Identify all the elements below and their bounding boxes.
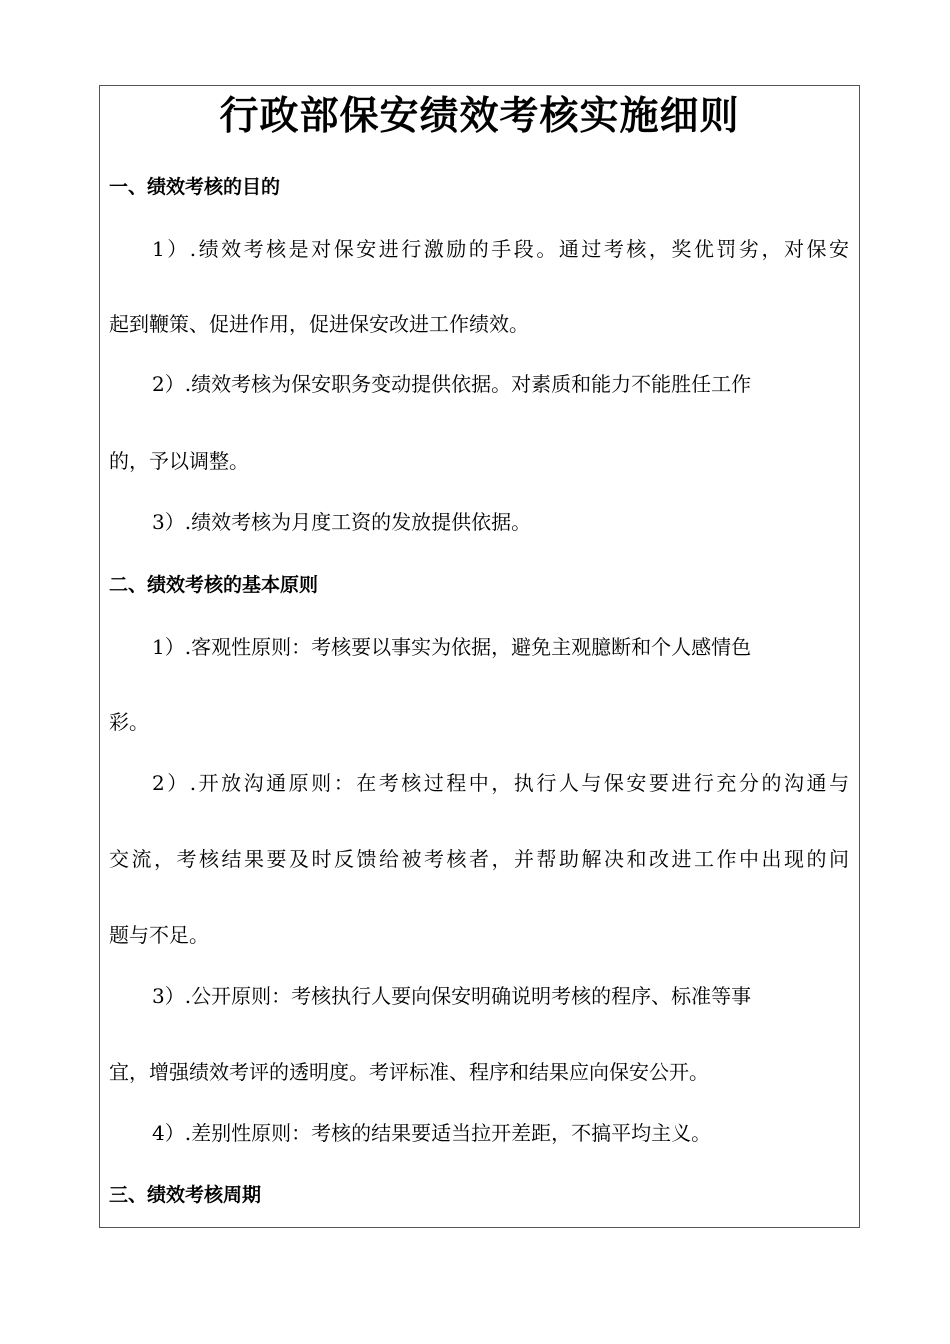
paragraph-line: 题与不足。 bbox=[109, 923, 209, 947]
paragraph-line: 3）.公开原则：考核执行人要向保安明确说明考核的程序、标准等事 bbox=[152, 984, 752, 1008]
paragraph-line: 的，予以调整。 bbox=[109, 449, 249, 473]
section-heading-principles: 二、绩效考核的基本原则 bbox=[109, 574, 319, 596]
paragraph-line: 彩。 bbox=[109, 710, 149, 734]
paragraph-line: 3）.绩效考核为月度工资的发放提供依据。 bbox=[152, 510, 532, 534]
paragraph-line: 1）.客观性原则：考核要以事实为依据，避免主观臆断和个人感情色 bbox=[152, 635, 752, 659]
paragraph-line: 2）.开放沟通原则：在考核过程中，执行人与保安要进行充分的沟通与 bbox=[152, 771, 849, 795]
document-title: 行政部保安绩效考核实施细则 bbox=[219, 94, 740, 139]
paragraph-line: 起到鞭策、促进作用，促进保安改进工作绩效。 bbox=[109, 312, 529, 336]
section-heading-cycle: 三、绩效考核周期 bbox=[109, 1184, 262, 1206]
paragraph-line: 1）.绩效考核是对保安进行激励的手段。通过考核，奖优罚劣，对保安 bbox=[152, 237, 849, 261]
paragraph-line: 4）.差别性原则：考核的结果要适当拉开差距，不搞平均主义。 bbox=[152, 1121, 712, 1145]
paragraph-line: 宜，增强绩效考评的透明度。考评标准、程序和结果应向保安公开。 bbox=[109, 1060, 709, 1084]
paragraph-line: 2）.绩效考核为保安职务变动提供依据。对素质和能力不能胜任工作 bbox=[152, 372, 752, 396]
section-heading-purpose: 一、绩效考核的目的 bbox=[109, 176, 281, 198]
paragraph-line: 交流，考核结果要及时反馈给被考核者，并帮助解决和改进工作中出现的问 bbox=[109, 847, 849, 871]
